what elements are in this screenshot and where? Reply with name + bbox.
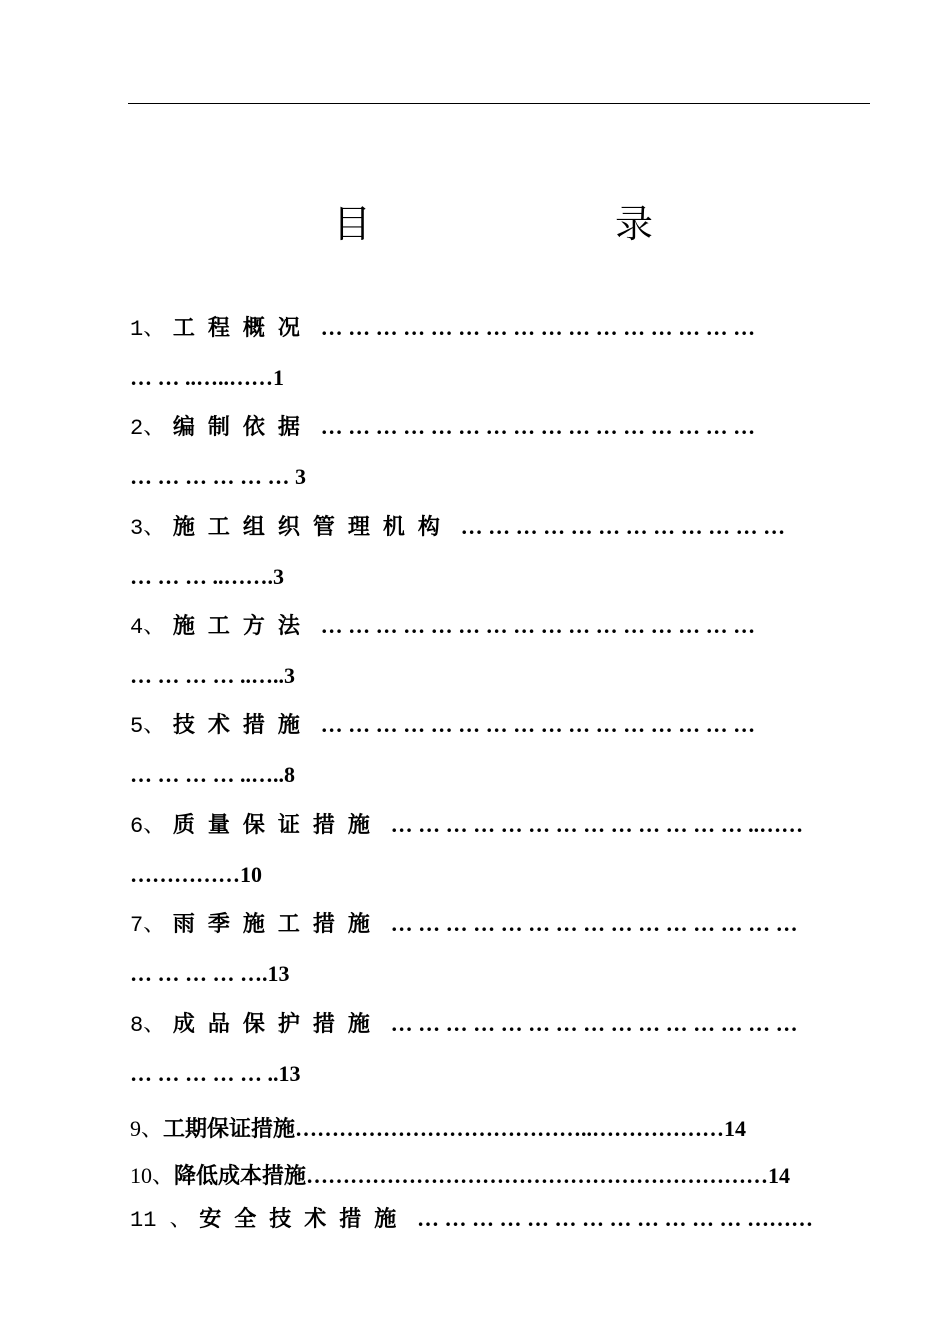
toc-entry-number: 5、 (130, 714, 166, 739)
toc-entry-5-continuation (130, 761, 870, 789)
toc-entry-page: … … ..…..……1 (130, 365, 284, 390)
toc-entry-7[interactable] (130, 910, 870, 938)
toc-entry-page: … … … … ..…..3 (130, 663, 295, 688)
toc-entry-4-continuation (130, 662, 870, 690)
toc-entry-2[interactable] (130, 413, 870, 441)
toc-entry-7-continuation (130, 960, 870, 988)
toc-entry-leader: … … … … … … … … … … … … … … … (390, 911, 798, 936)
toc-entry-number: 6、 (130, 814, 166, 839)
toc-entry-10[interactable] (130, 1162, 870, 1190)
toc-entry-label: 降低成本措施 (174, 1164, 307, 1189)
toc-entry-leader: … … … … … … … … … … … … … … … … (320, 712, 756, 737)
toc-entry-label: 成品保护措施 (172, 1012, 383, 1037)
toc-entry-label: 施工方法 (172, 614, 313, 639)
toc-entry-page: … … … … … … 3 (130, 464, 306, 489)
toc-entry-label: 技术措施 (172, 713, 313, 738)
toc-entry-6[interactable] (130, 811, 870, 839)
toc-entry-number: 8、 (130, 1013, 166, 1038)
toc-entry-number: 11 、 (130, 1208, 192, 1233)
toc-entry-label: 工期保证措施 (163, 1117, 296, 1142)
toc-entry-number: 3、 (130, 516, 166, 541)
toc-entry-number: 4、 (130, 615, 166, 640)
toc-entry-leader: …………………………………..………………14 (295, 1116, 747, 1141)
toc-entry-1[interactable] (130, 314, 870, 342)
toc-entry-leader: ………………………………………………………14 (306, 1163, 791, 1188)
toc-entry-label: 编制依据 (172, 415, 313, 440)
toc-entry-2-continuation (130, 463, 870, 491)
toc-entry-label: 工程概况 (172, 316, 313, 341)
toc-entry-number: 10、 (130, 1163, 175, 1188)
toc-entry-8-continuation (130, 1060, 870, 1088)
toc-entry-label: 施工组织管理机构 (172, 515, 453, 540)
toc-entry-number: 2、 (130, 416, 166, 441)
toc-entry-label: 质量保证措施 (172, 813, 383, 838)
toc-entry-leader: … … … … … … … … … … … … … … … … (320, 315, 756, 340)
toc-entry-4[interactable] (130, 612, 870, 640)
toc-entry-3[interactable] (130, 513, 870, 541)
toc-entry-page: … … … … … ..13 (130, 1061, 301, 1086)
toc-entry-leader: … … … … … … … … … … … … … … … … (320, 414, 756, 439)
toc-entry-label: 雨季施工措施 (172, 912, 383, 937)
toc-entry-leader: … … … … … … … … … … … … (460, 514, 786, 539)
toc-entry-label: 安全技术措施 (199, 1207, 410, 1232)
toc-entry-9[interactable] (130, 1115, 870, 1143)
toc-entry-page: … … … … ….13 (130, 961, 290, 986)
toc-heading-char-2: 录 (615, 202, 654, 246)
toc-entry-11[interactable] (130, 1205, 870, 1233)
header-rule (128, 103, 870, 104)
toc-entry-number: 9、 (130, 1116, 164, 1141)
toc-heading (0, 196, 950, 252)
toc-entry-3-continuation (130, 563, 870, 591)
toc-entry-page: … … … … ..…..8 (130, 762, 295, 787)
toc-entry-number: 7、 (130, 913, 166, 938)
toc-entry-page: ……………10 (130, 862, 262, 887)
toc-entry-8[interactable] (130, 1010, 870, 1038)
toc-entry-6-continuation (130, 861, 870, 889)
toc-entry-page: … … … ..…….3 (130, 564, 284, 589)
toc-entry-1-continuation (130, 364, 870, 392)
toc-entry-leader: … … … … … … … … … … … … … … … (390, 1011, 798, 1036)
toc-entry-number: 1、 (130, 317, 166, 342)
toc-heading-char-1: 目 (333, 202, 372, 246)
toc-entry-5[interactable] (130, 711, 870, 739)
toc-entry-leader: … … … … … … … … … … … … … … … … (320, 613, 756, 638)
toc-entry-leader: … … … … … … … … … … … … ……… (416, 1206, 813, 1231)
toc-entry-leader: … … … … … … … … … … … … … ..…… (390, 812, 804, 837)
